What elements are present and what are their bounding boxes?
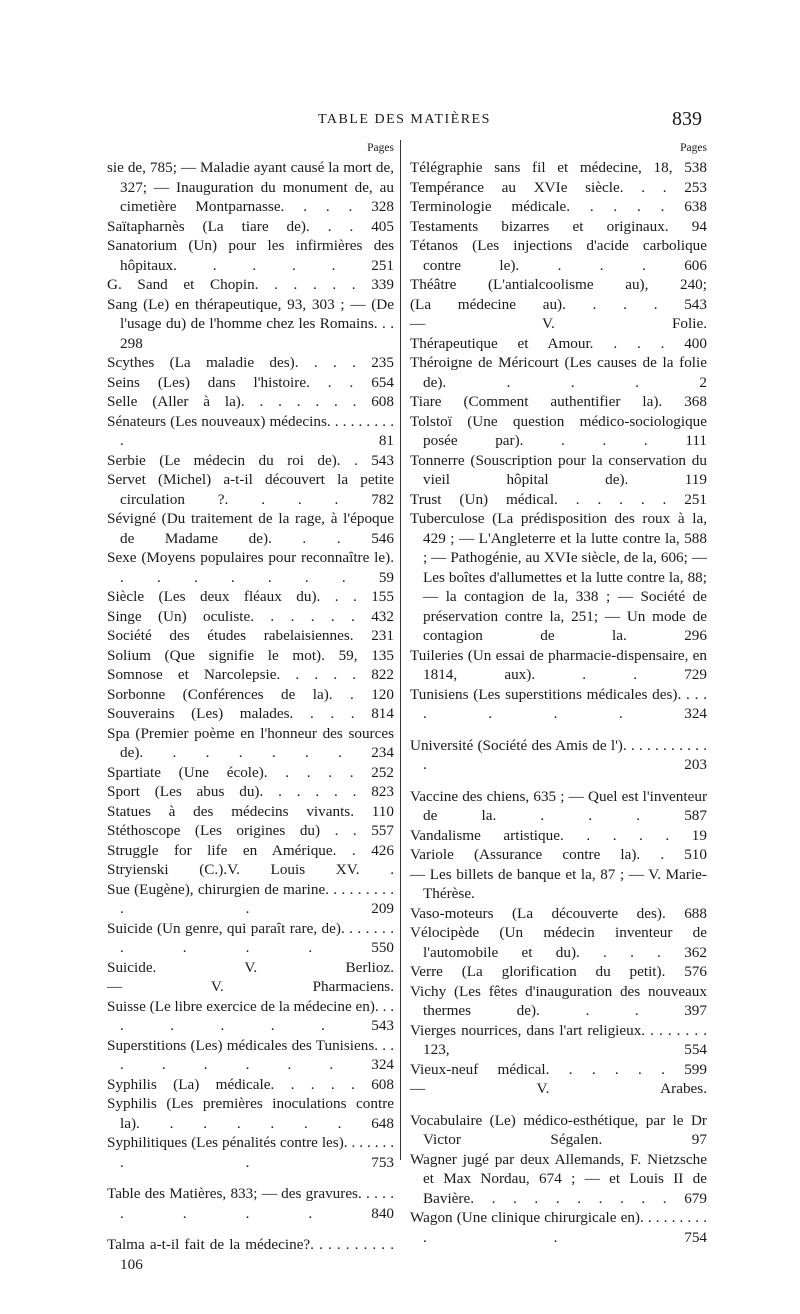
index-entry: Sorbonne (Conférences de la). . 120 bbox=[107, 685, 394, 703]
index-entry: Somnose et Narcolepsie. . . . . 822 bbox=[107, 666, 394, 683]
index-entry: Suicide (Un genre, qui paraît rare, de). . . . . . . . . . . 550 bbox=[107, 919, 394, 956]
index-entry: Tiare (Comment authentifier la). 368 bbox=[410, 393, 707, 410]
index-entry: Tuberculose (La prédisposition des roux à la, 429 ; — L'Angleterre et la lutte contre la, 588 ; — Pathogénie, au XVIe siècle, de la, 606; — Les boîtes d'allumettes et la lutte contre la, 88; — la contagion de la, 338 ; — Société de préservation contre la, 251; — Un mode de contagion de la. 296 bbox=[410, 510, 707, 644]
index-entry: Tolstoï (Une question médico-sociologique posée par). . . . 111 bbox=[410, 412, 707, 449]
index-entry: sie de, 785; — Maladie ayant causé la mort de, 327; — Inauguration du monument de, au cimetière Montparnasse. . . . 328 bbox=[107, 159, 394, 215]
index-entry: Trust (Un) médical. . . . . . 251 bbox=[410, 490, 707, 508]
index-entry: Université (Société des Amis de l'). . . . . . . . . . . . 203 bbox=[410, 736, 707, 773]
right-entry-list bbox=[410, 158, 707, 1247]
index-entry: Testaments bizarres et originaux. 94 bbox=[410, 217, 707, 235]
left-entry-list bbox=[107, 158, 394, 1274]
page-number: 839 bbox=[672, 108, 702, 130]
index-entry: Théâtre (L'antialcoolisme au), 240; bbox=[410, 276, 707, 293]
pages-column-label: Pages bbox=[367, 142, 394, 154]
index-entry: Suisse (Le libre exercice de la médecine en). . . . . . . . 543 bbox=[107, 997, 394, 1034]
index-entry: Sport (Les abus du). . . . . . 823 bbox=[107, 783, 394, 800]
index-entry: Singe (Un) oculiste. . . . . . 432 bbox=[107, 607, 394, 625]
index-entry: Sang (Le) en thérapeutique, 93, 303 ; — (De l'usage du) de l'homme chez les Romains. . . 298 bbox=[107, 295, 394, 352]
index-entry: Vieux-neuf médical. . . . . . 599 bbox=[410, 1060, 707, 1078]
index-entry: Vaso-moteurs (La découverte des). 688 bbox=[410, 904, 707, 922]
index-entry: Vandalisme artistique. . . . . 19 bbox=[410, 826, 707, 844]
index-entry: Syphilis (La) médicale. . . . . 608 bbox=[107, 1075, 394, 1093]
index-entry: Verre (La glorification du petit). 576 bbox=[410, 963, 707, 980]
page-header bbox=[0, 108, 800, 138]
index-entry: Sexe (Moyens populaires pour reconnaître le). . . . . . . . 59 bbox=[107, 549, 394, 586]
index-entry: Sénateurs (Les nouveaux) médecins. . . . . . . . . . 81 bbox=[107, 412, 394, 449]
index-entry: Vierges nourrices, dans l'art religieux. . . . . . . . 123, 554 bbox=[410, 1021, 707, 1058]
index-entry: Superstitions (Les) médicales des Tunisiens. . . . . . . . . 324 bbox=[107, 1036, 394, 1073]
index-entry: Tétanos (Les injections d'acide carbolique contre le). . . . 606 bbox=[410, 237, 707, 274]
index-entry: Vélocipède (Un médecin inventeur de l'automobile et du). . . . 362 bbox=[410, 924, 707, 961]
section-gap bbox=[107, 1223, 394, 1235]
column-divider bbox=[400, 140, 401, 1160]
index-entry: Syphilis (Les premières inoculations contre la). . . . . . . 648 bbox=[107, 1095, 394, 1132]
index-entry: Solium (Que signifie le mot). 59, 135 bbox=[107, 646, 394, 664]
index-entry: Société des études rabelaisiennes. 231 bbox=[107, 627, 394, 644]
index-entry: Spartiate (Une école). . . . . 252 bbox=[107, 763, 394, 781]
index-entry: — V. Arabes. bbox=[410, 1080, 707, 1097]
index-entry: Terminologie médicale. . . . . 638 bbox=[410, 198, 707, 215]
index-entry: — Les billets de banque et la, 87 ; — V. Marie-Thérèse. bbox=[410, 865, 707, 902]
index-entry: Variole (Assurance contre la). . 510 bbox=[410, 846, 707, 863]
index-entry: Tuileries (Un essai de pharmacie-dispensaire, en 1814, aux). . . 729 bbox=[410, 646, 707, 683]
index-entry: Vaccine des chiens, 635 ; — Quel est l'inventeur de la. . . . 587 bbox=[410, 787, 707, 824]
index-entry: Serbie (Le médecin du roi de). . 543 bbox=[107, 451, 394, 469]
index-column-left bbox=[107, 138, 394, 1274]
index-entry: Spa (Premier poème en l'honneur des sources de). . . . . . . 234 bbox=[107, 724, 394, 761]
index-entry: Wagon (Une clinique chirurgicale en). . . . . . . . . . . 754 bbox=[410, 1209, 707, 1246]
index-entry: Syphilitiques (Les pénalités contre les). . . . . . . . . 753 bbox=[107, 1134, 394, 1171]
index-entry: Scythes (La maladie des). . . . 235 bbox=[107, 354, 394, 371]
index-entry: Talma a-t-il fait de la médecine?. . . . . . . . . . 106 bbox=[107, 1236, 394, 1273]
index-entry: Seins (Les) dans l'histoire. . . 654 bbox=[107, 373, 394, 391]
index-entry: Siècle (Les deux fléaux du). . . 155 bbox=[107, 588, 394, 605]
index-entry: Stéthoscope (Les origines du) . . 557 bbox=[107, 822, 394, 839]
index-entry: Théroigne de Méricourt (Les causes de la folie de). . . . 2 bbox=[410, 354, 707, 391]
index-entry: Sanatorium (Un) pour les infirmières des hôpitaux. . . . . 251 bbox=[107, 237, 394, 274]
section-gap bbox=[410, 1099, 707, 1111]
index-entry: Thérapeutique et Amour. . . . 400 bbox=[410, 334, 707, 352]
index-entry: Souverains (Les) malades. . . . 814 bbox=[107, 705, 394, 722]
index-entry: (La médecine au). . . . 543 bbox=[410, 295, 707, 313]
section-gap bbox=[410, 724, 707, 736]
index-entry: Télégraphie sans fil et médecine, 18, 538 bbox=[410, 159, 707, 176]
section-gap bbox=[410, 775, 707, 787]
index-entry: Tonnerre (Souscription pour la conservation du vieil hôpital de). 119 bbox=[410, 451, 707, 488]
pages-column-label: Pages bbox=[680, 142, 707, 154]
index-entry: Servet (Michel) a-t-il découvert la petite circulation ?. . . . 782 bbox=[107, 471, 394, 508]
index-entry: Stryienski (C.).V. Louis XV. . bbox=[107, 861, 394, 878]
index-entry: — V. Folie. bbox=[410, 315, 707, 332]
index-entry: Sévigné (Du traitement de la rage, à l'époque de Madame de). . . 546 bbox=[107, 510, 394, 547]
index-entry: Tunisiens (Les superstitions médicales des). . . . . . . . 324 bbox=[410, 685, 707, 722]
index-entry: Vichy (Les fêtes d'inauguration des nouveaux thermes de). . . 397 bbox=[410, 982, 707, 1019]
index-entry: Table des Matières, 833; — des gravures. . . . . . . . . 840 bbox=[107, 1185, 394, 1222]
index-entry: Saïtapharnès (La tiare de). . . 405 bbox=[107, 217, 394, 235]
index-entry: Statues à des médecins vivants. 110 bbox=[107, 802, 394, 820]
index-entry: Wagner jugé par deux Allemands, F. Nietzsche et Max Nordau, 674 ; — et Louis II de Bavière. . . . . . . . . . 679 bbox=[410, 1150, 707, 1207]
index-entry: — V. Pharmaciens. bbox=[107, 978, 394, 995]
section-gap bbox=[107, 1172, 394, 1184]
running-title: TABLE DES MATIÈRES bbox=[318, 112, 491, 127]
index-entry: G. Sand et Chopin. . . . . . 339 bbox=[107, 276, 394, 293]
index-entry: Sue (Eugène), chirurgien de marine. . . . . . . . . . . 209 bbox=[107, 880, 394, 917]
index-entry: Suicide. V. Berlioz. bbox=[107, 958, 394, 976]
index-entry: Selle (Aller à la). . . . . . . 608 bbox=[107, 393, 394, 410]
index-entry: Vocabulaire (Le) médico-esthétique, par le Dr Victor Ségalen. 97 bbox=[410, 1111, 707, 1148]
index-entry: Struggle for life en Amérique. . 426 bbox=[107, 841, 394, 859]
index-column-right bbox=[410, 138, 707, 1247]
index-entry: Tempérance au XVIe siècle. . . 253 bbox=[410, 178, 707, 196]
